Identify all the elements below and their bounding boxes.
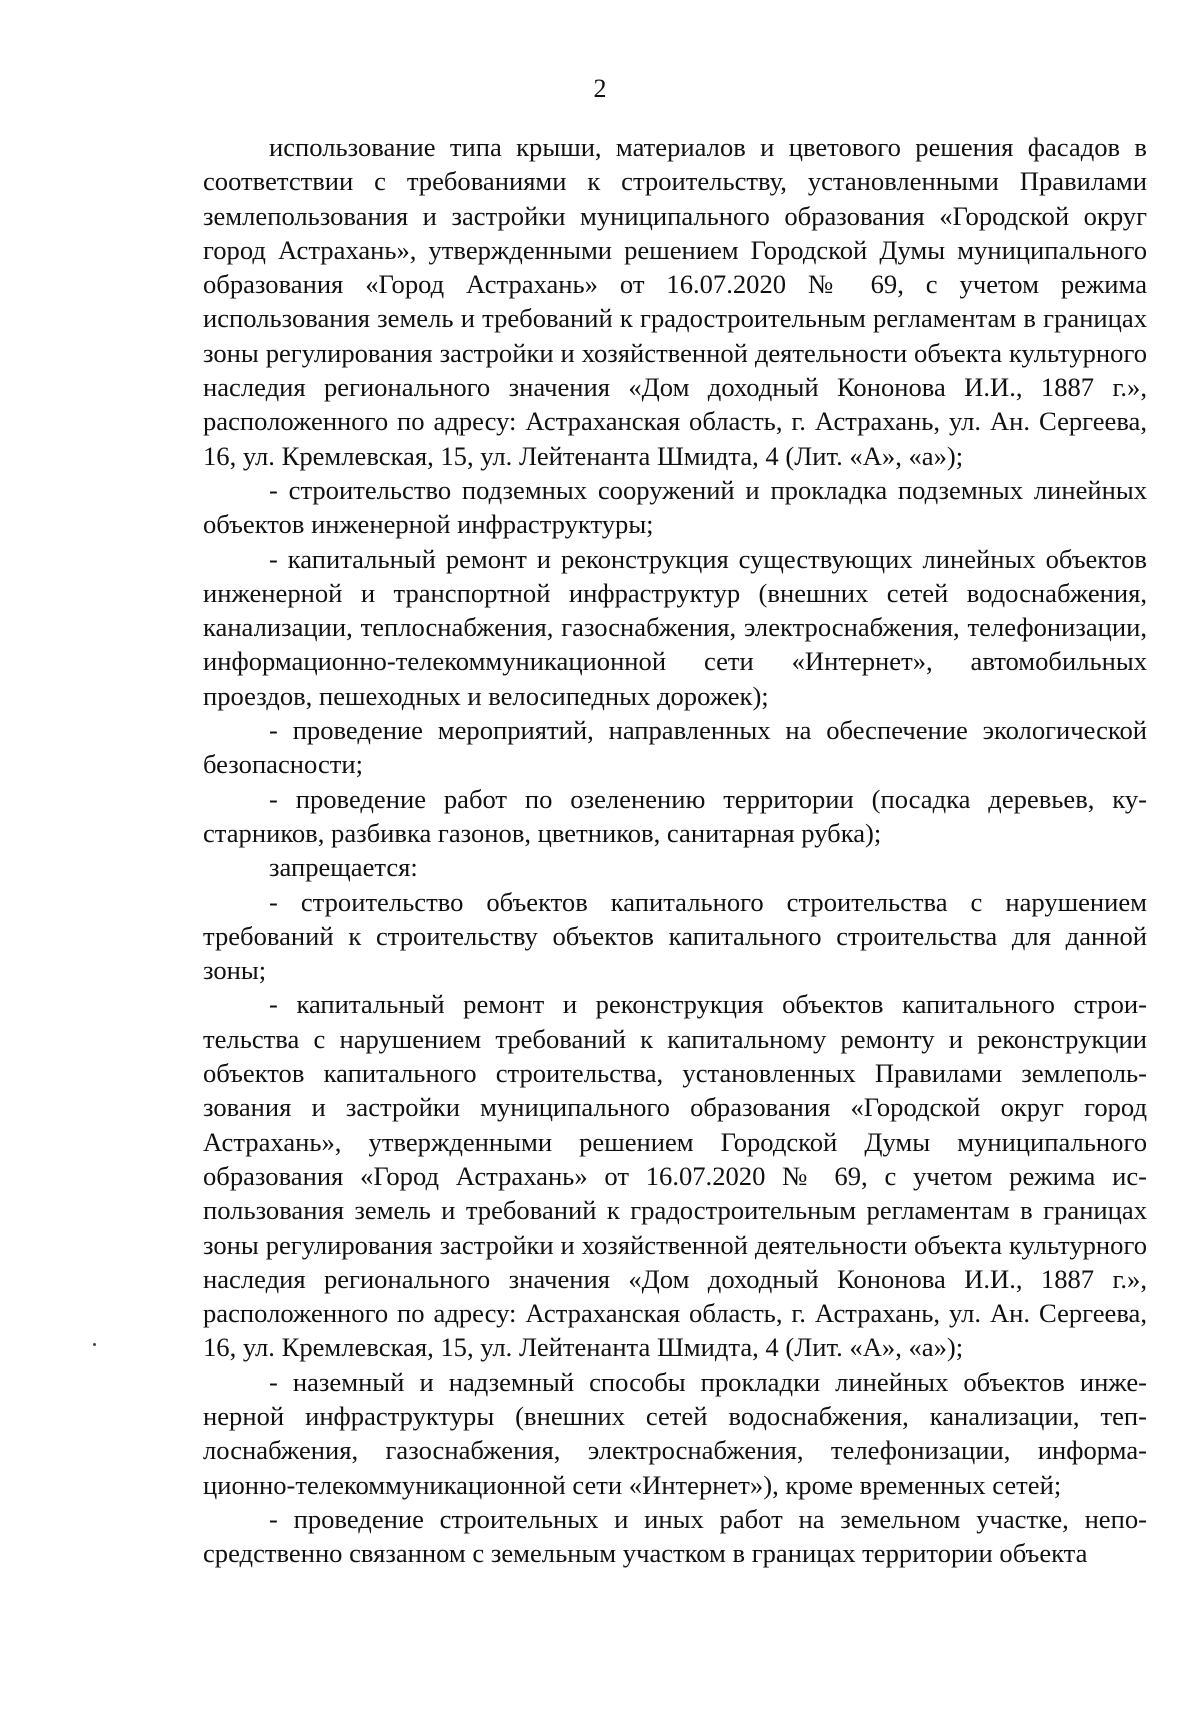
- paragraph-capital-repair-violation: - капитальный ремонт и реконструкция объектов капитального строительства с нарушением требований к капитальному ремонту и реконструкции объектов капитального строительства, установленных Правилами землепользования и застройки муниципального образования «Городской округ город Астрахань», утвержденными решением Городской Думы муниципального образования «Город Астрахань» от 16.07.2020 № 69, с учетом режима использования земель и требований к градостроительным регламентам в границах зоны регулирования застройки и хозяйственной деятельности объекта культурного наследия регионального значения «Дом доходный Кононова И.И., 1887 г.», расположенного по адресу: Астраханская область, г. Астрахань, ул. Ан. Сергеева, 16, ул. Кремлевская, 15, ул. Лейтенанта Шмидта, 4 (Лит. «А», «а»);: [203, 989, 1147, 1363]
- document-body: [203, 130, 1147, 1570]
- page-number: 2: [593, 74, 607, 103]
- paragraph-linear-objects-repair: - капитальный ремонт и реконструкция существующих линейных объектов инженерной и транспортной инфраструктур (внешних сетей водоснабжения, канализации, теплоснабжения, газоснабжения, электроснабжения, телефонизации, информационно-телекоммуникационной сети «Интернет», автомобильных проездов, пешеходных и велосипедных дорожек);: [203, 543, 1147, 711]
- paragraph-roof-materials-facades: использование типа крыши, материалов и цветового решения фасадов в соответствии с требованиями к строительству, установленными Правилами землепользования и застройки муниципального образования «Городской округ город Астрахань», утвержденными решением Городской Думы муниципального образования «Город Астрахань» от 16.07.2020 № 69, с учетом режима использования земель и требований к градостроительным регламентам в границах зоны регулирования застройки и хозяйственной деятельности объекта культурного наследия регионального значения «Дом доходный Кононова И.И., 1887 г.», расположенного по адресу: Астраханская область, г. Астрахань, ул. Ан. Сергеева, 16, ул. Кремлевская, 15, ул. Лейтенанта Шмидта, 4 (Лит. «А», «а»);: [203, 132, 1147, 471]
- paragraph-construction-violation: - строительство объектов капитального строительства с нарушением требований к строительству объектов капитального строительства для данной зоны;: [203, 886, 1147, 986]
- paragraph-landscaping: - проведение работ по озеленению территории (посадка деревьев, кустарников, разбивка газонов, цветников, санитарная рубка);: [203, 783, 1147, 848]
- paragraph-prohibited-heading: запрещается:: [269, 852, 418, 883]
- paragraph-ecological-safety: - проведение мероприятий, направленных на обеспечение экологической безопасности;: [203, 715, 1147, 780]
- scan-speck: [93, 1343, 96, 1346]
- paragraph-overground-lines: - наземный и надземный способы прокладки линейных объектов инженерной инфраструктуры (внешних сетей водоснабжения, канализации, теплоснабжения, газоснабжения, электроснабжения, телефонизации, информационно-телекоммуникационной сети «Интернет»), кроме временных сетей;: [203, 1366, 1147, 1500]
- paragraph-construction-works-adjacent: - проведение строительных и иных работ на земельном участке, непосредственно связанном с земельным участком в границах территории объекта: [203, 1503, 1147, 1569]
- paragraph-underground-structures: - строительство подземных сооружений и прокладка подземных линейных объектов инженерной инфраструктуры;: [203, 474, 1147, 540]
